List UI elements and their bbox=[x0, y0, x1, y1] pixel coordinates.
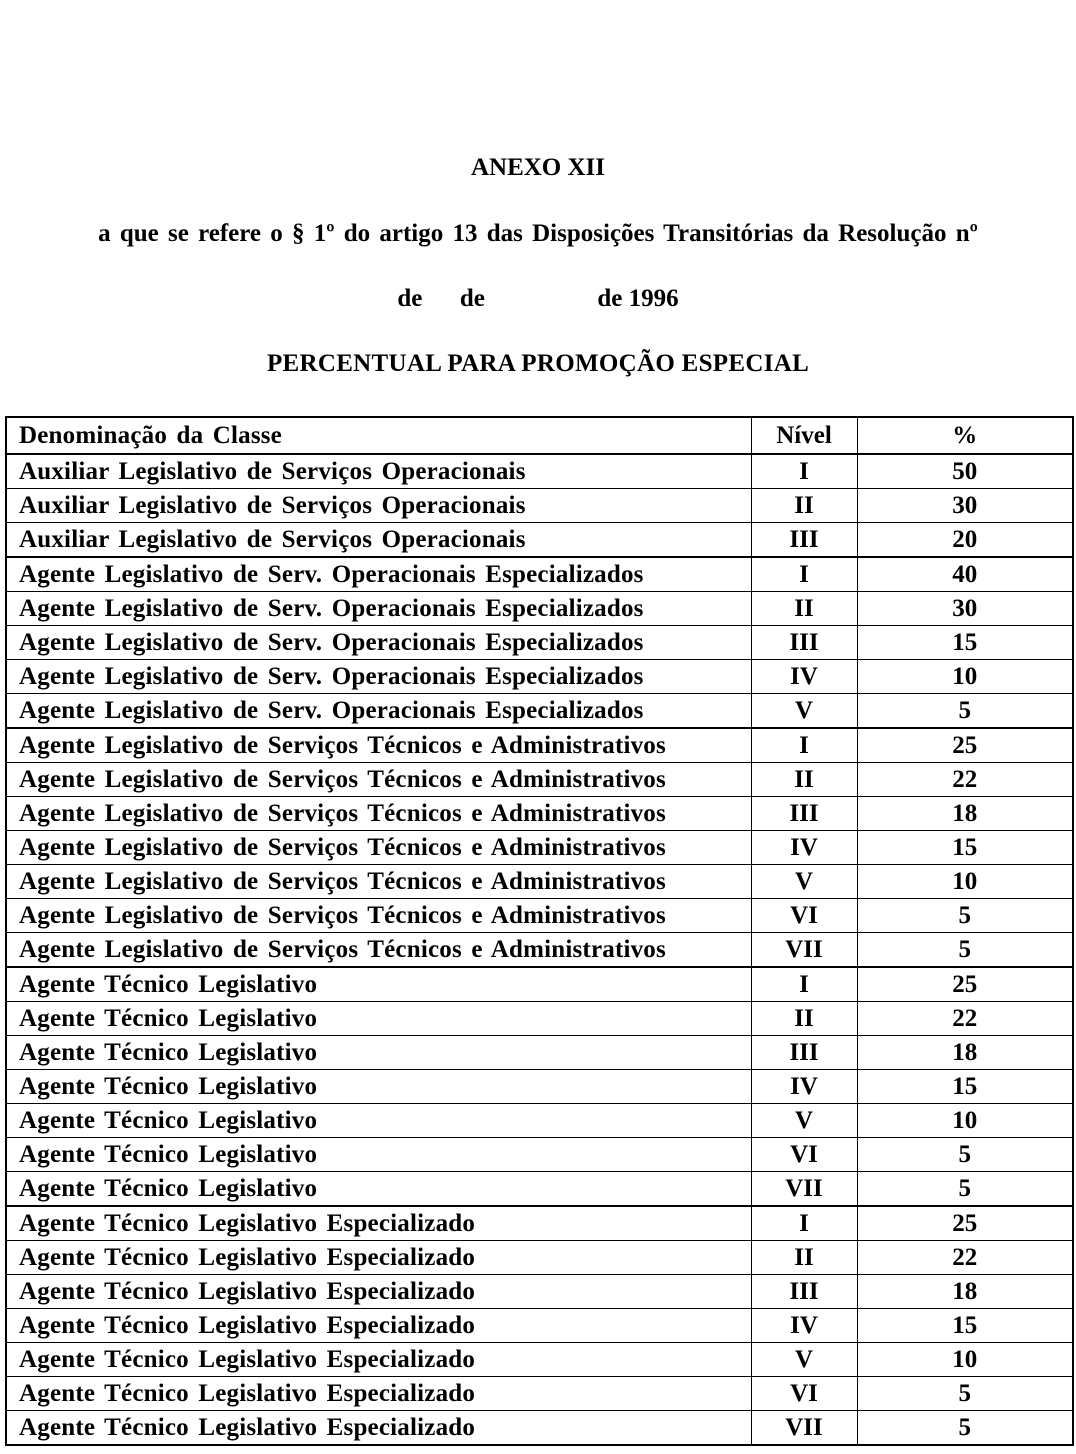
column-header-percent: % bbox=[857, 417, 1073, 454]
percent-cell: 25 bbox=[857, 728, 1073, 763]
table-row bbox=[6, 763, 1073, 797]
table-body bbox=[6, 454, 1073, 1445]
percent-cell: 22 bbox=[857, 1002, 1073, 1036]
percent-cell: 5 bbox=[857, 933, 1073, 968]
column-header-class: Denominação da Classe bbox=[6, 417, 751, 454]
percent-cell: 10 bbox=[857, 865, 1073, 899]
percent-cell: 25 bbox=[857, 1206, 1073, 1241]
level-cell: I bbox=[751, 728, 857, 763]
percent-cell: 20 bbox=[857, 523, 1073, 558]
level-cell: II bbox=[751, 1241, 857, 1275]
class-name-cell: Agente Técnico Legislativo Especializado bbox=[6, 1241, 751, 1275]
table-row bbox=[6, 660, 1073, 694]
percent-cell: 18 bbox=[857, 797, 1073, 831]
percent-cell: 40 bbox=[857, 557, 1073, 592]
level-cell: VII bbox=[751, 933, 857, 968]
class-name-cell: Agente Legislativo de Serviços Técnicos e Administrativos bbox=[6, 728, 751, 763]
level-cell: I bbox=[751, 557, 857, 592]
table-row bbox=[6, 967, 1073, 1002]
table-title: PERCENTUAL PARA PROMOÇÃO ESPECIAL bbox=[266, 350, 810, 377]
percent-cell: 30 bbox=[857, 592, 1073, 626]
percent-cell: 22 bbox=[857, 1241, 1073, 1275]
level-cell: IV bbox=[751, 1070, 857, 1104]
table-row bbox=[6, 1104, 1073, 1138]
class-name-cell: Agente Legislativo de Serv. Operacionais Especializados bbox=[6, 660, 751, 694]
percent-cell: 18 bbox=[857, 1036, 1073, 1070]
level-cell: VI bbox=[751, 899, 857, 933]
level-cell: II bbox=[751, 763, 857, 797]
percent-cell: 10 bbox=[857, 660, 1073, 694]
class-name-cell: Agente Técnico Legislativo bbox=[6, 967, 751, 1002]
percent-cell: 10 bbox=[857, 1104, 1073, 1138]
class-name-cell: Agente Técnico Legislativo Especializado bbox=[6, 1343, 751, 1377]
table-row bbox=[6, 1172, 1073, 1207]
percent-cell: 10 bbox=[857, 1343, 1073, 1377]
table-row bbox=[6, 1002, 1073, 1036]
level-cell: VII bbox=[751, 1172, 857, 1207]
percent-cell: 5 bbox=[857, 1172, 1073, 1207]
class-name-cell: Agente Legislativo de Serviços Técnicos e Administrativos bbox=[6, 797, 751, 831]
percent-cell: 15 bbox=[857, 1309, 1073, 1343]
table-row bbox=[6, 1377, 1073, 1411]
table-row bbox=[6, 1070, 1073, 1104]
percent-cell: 5 bbox=[857, 1411, 1073, 1446]
level-cell: II bbox=[751, 489, 857, 523]
class-name-cell: Agente Técnico Legislativo Especializado bbox=[6, 1411, 751, 1446]
table-row bbox=[6, 831, 1073, 865]
level-cell: II bbox=[751, 1002, 857, 1036]
percent-cell: 22 bbox=[857, 763, 1073, 797]
class-name-cell: Agente Técnico Legislativo bbox=[6, 1002, 751, 1036]
class-name-cell: Auxiliar Legislativo de Serviços Operacionais bbox=[6, 489, 751, 523]
level-cell: II bbox=[751, 592, 857, 626]
class-name-cell: Agente Legislativo de Serviços Técnicos e Administrativos bbox=[6, 763, 751, 797]
table-row bbox=[6, 865, 1073, 899]
table-row bbox=[6, 899, 1073, 933]
percent-cell: 15 bbox=[857, 1070, 1073, 1104]
class-name-cell: Agente Técnico Legislativo bbox=[6, 1138, 751, 1172]
table-row bbox=[6, 592, 1073, 626]
table-row bbox=[6, 1275, 1073, 1309]
level-cell: V bbox=[751, 865, 857, 899]
column-header-level: Nível bbox=[751, 417, 857, 454]
class-name-cell: Auxiliar Legislativo de Serviços Operacionais bbox=[6, 523, 751, 558]
class-name-cell: Agente Técnico Legislativo Especializado bbox=[6, 1275, 751, 1309]
table-row bbox=[6, 728, 1073, 763]
level-cell: V bbox=[751, 1343, 857, 1377]
table-row bbox=[6, 1411, 1073, 1446]
table-row bbox=[6, 454, 1073, 489]
percent-cell: 18 bbox=[857, 1275, 1073, 1309]
table-row bbox=[6, 1309, 1073, 1343]
level-cell: IV bbox=[751, 831, 857, 865]
class-name-cell: Agente Legislativo de Serviços Técnicos e Administrativos bbox=[6, 831, 751, 865]
table-row bbox=[6, 933, 1073, 968]
class-name-cell: Agente Técnico Legislativo Especializado bbox=[6, 1309, 751, 1343]
percent-cell: 5 bbox=[857, 694, 1073, 729]
level-cell: VII bbox=[751, 1411, 857, 1446]
class-name-cell: Agente Técnico Legislativo bbox=[6, 1070, 751, 1104]
class-name-cell: Agente Legislativo de Serviços Técnicos e Administrativos bbox=[6, 865, 751, 899]
table-row bbox=[6, 694, 1073, 729]
class-name-cell: Auxiliar Legislativo de Serviços Operacionais bbox=[6, 454, 751, 489]
class-name-cell: Agente Técnico Legislativo Especializado bbox=[6, 1206, 751, 1241]
level-cell: I bbox=[751, 454, 857, 489]
percent-cell: 5 bbox=[857, 1377, 1073, 1411]
annex-title: ANEXO XII bbox=[470, 154, 606, 181]
level-cell: III bbox=[751, 1036, 857, 1070]
level-cell: VI bbox=[751, 1377, 857, 1411]
class-name-cell: Agente Técnico Legislativo bbox=[6, 1036, 751, 1070]
percent-cell: 15 bbox=[857, 626, 1073, 660]
level-cell: VI bbox=[751, 1138, 857, 1172]
level-cell: IV bbox=[751, 1309, 857, 1343]
percent-cell: 5 bbox=[857, 899, 1073, 933]
class-name-cell: Agente Legislativo de Serviços Técnicos e Administrativos bbox=[6, 899, 751, 933]
table-row bbox=[6, 489, 1073, 523]
class-name-cell: Agente Técnico Legislativo bbox=[6, 1172, 751, 1207]
resolution-reference: a que se refere o § 1º do artigo 13 das Disposições Transitórias da Resolução nº bbox=[98, 220, 978, 247]
level-cell: III bbox=[751, 1275, 857, 1309]
table-row bbox=[6, 1241, 1073, 1275]
level-cell: IV bbox=[751, 660, 857, 694]
class-name-cell: Agente Técnico Legislativo bbox=[6, 1104, 751, 1138]
table-row bbox=[6, 1138, 1073, 1172]
class-name-cell: Agente Legislativo de Serv. Operacionais Especializados bbox=[6, 592, 751, 626]
level-cell: III bbox=[751, 523, 857, 558]
table-row bbox=[6, 797, 1073, 831]
table-row bbox=[6, 1343, 1073, 1377]
percent-cell: 30 bbox=[857, 489, 1073, 523]
table-row bbox=[6, 523, 1073, 558]
class-name-cell: Agente Legislativo de Serviços Técnicos e Administrativos bbox=[6, 933, 751, 968]
level-cell: III bbox=[751, 797, 857, 831]
percent-cell: 50 bbox=[857, 454, 1073, 489]
level-cell: III bbox=[751, 626, 857, 660]
percent-cell: 5 bbox=[857, 1138, 1073, 1172]
resolution-date: de de de 1996 bbox=[397, 285, 679, 312]
table-header-row bbox=[6, 417, 1073, 454]
class-name-cell: Agente Legislativo de Serv. Operacionais Especializados bbox=[6, 626, 751, 660]
class-name-cell: Agente Técnico Legislativo Especializado bbox=[6, 1377, 751, 1411]
table-row bbox=[6, 1206, 1073, 1241]
table-row bbox=[6, 1036, 1073, 1070]
class-name-cell: Agente Legislativo de Serv. Operacionais Especializados bbox=[6, 557, 751, 592]
table-row bbox=[6, 557, 1073, 592]
promotion-percentage-table bbox=[5, 416, 1074, 1446]
level-cell: I bbox=[751, 1206, 857, 1241]
class-name-cell: Agente Legislativo de Serv. Operacionais Especializados bbox=[6, 694, 751, 729]
level-cell: V bbox=[751, 694, 857, 729]
percent-cell: 15 bbox=[857, 831, 1073, 865]
percent-cell: 25 bbox=[857, 967, 1073, 1002]
level-cell: I bbox=[751, 967, 857, 1002]
level-cell: V bbox=[751, 1104, 857, 1138]
table-row bbox=[6, 626, 1073, 660]
